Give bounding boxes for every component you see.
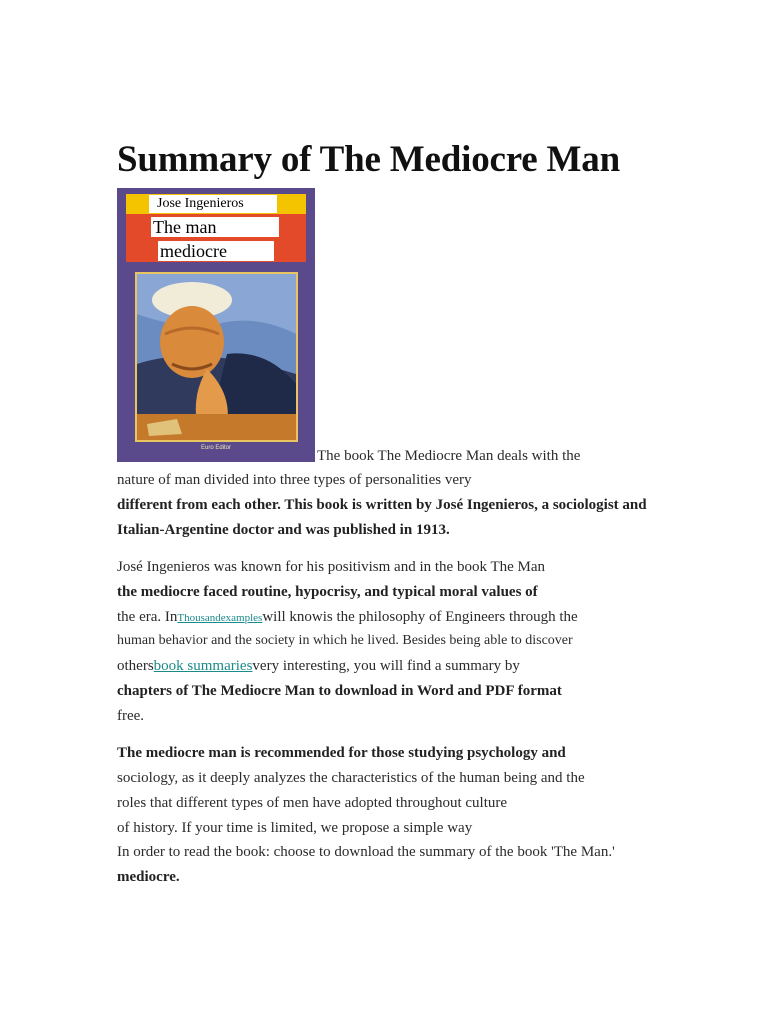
cover-title-line2: mediocre (158, 241, 274, 261)
paragraph-1-line-3: different from each other. This book is written by José Ingenieros, a sociologist and (117, 497, 647, 513)
paragraph-1-line-2: nature of man divided into three types of personalities very (117, 472, 472, 488)
paragraph-2-line-5 (117, 656, 520, 676)
thousandexamples-link[interactable]: Thousandexamples (177, 612, 263, 624)
paragraph-2-line-6: chapters of The Mediocre Man to download in Word and PDF format (117, 683, 562, 699)
paragraph-3-line-4: of history. If your time is limited, we propose a simple way (117, 820, 473, 836)
paragraph-3-line-1: The mediocre man is recommended for those studying psychology and (117, 745, 566, 761)
cover-title-line1: The man (151, 217, 279, 237)
paragraph-3-line-5: In order to read the book: choose to download the summary of the book 'The Man.' (117, 844, 615, 860)
paragraph-2-line-2: the mediocre faced routine, hypocrisy, and typical moral values of (117, 584, 538, 600)
paragraph-3-line-2: sociology, as it deeply analyzes the characteristics of the human being and the (117, 770, 585, 786)
paragraph-2-line-3-start: the era. In (117, 609, 178, 625)
paragraph-3-line-3: roles that different types of men have adopted throughout culture (117, 795, 508, 811)
book-cover-image (117, 188, 315, 462)
paragraph-2-line-1: José Ingenieros was known for his positivism and in the book The Man (117, 559, 546, 575)
book-summaries-link[interactable]: book summaries (153, 658, 253, 674)
paragraph-2-line-3 (117, 607, 578, 628)
cover-publisher: Euro Editor (200, 445, 231, 451)
cover-painting (135, 272, 298, 442)
portrait-illustration (137, 274, 296, 440)
page-title: Summary of The Mediocre Man (117, 139, 620, 180)
paragraph-2-line-4: human behavior and the society in which he lived. Besides being able to discover (117, 633, 573, 648)
cover-author: Jose Ingenieros (149, 195, 277, 213)
paragraph-2-line-7: free. (117, 708, 145, 724)
paragraph-2-line-5-end: very interesting, you will find a summary by (252, 658, 520, 674)
paragraph-2-line-3-end: will knowis the philosophy of Engineers through the (262, 609, 578, 625)
paragraph-3-line-6: mediocre. (117, 869, 180, 885)
paragraph-2-line-5-start: others (117, 658, 154, 674)
paragraph-1-line-1: The book The Mediocre Man deals with the (317, 448, 581, 464)
paragraph-1-line-4: Italian-Argentine doctor and was published in 1913. (117, 522, 450, 538)
